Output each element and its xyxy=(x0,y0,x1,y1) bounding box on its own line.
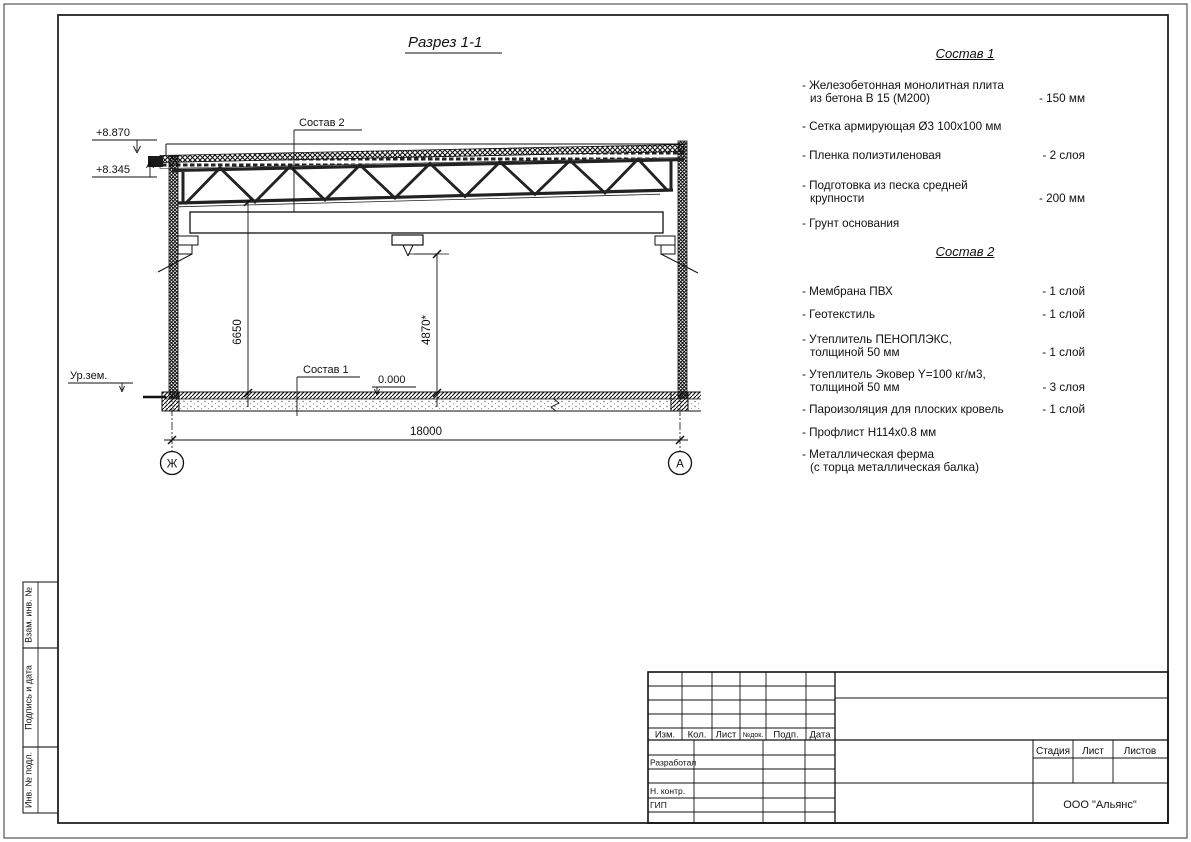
spec2-item-5 xyxy=(802,403,1085,416)
spec1-item-2 xyxy=(802,120,1085,133)
spec-line: толщиной 50 мм xyxy=(810,381,900,394)
spec1-item-4 xyxy=(802,179,1085,205)
axis-left-label: Ж xyxy=(166,458,178,471)
axis-right-label: А xyxy=(676,458,684,471)
dim-4870-label: 4870* xyxy=(421,314,433,346)
spec-line: - Профлист Н114х0.8 мм xyxy=(802,426,937,439)
spec-value: - 200 мм xyxy=(1039,192,1085,205)
spec2-item-2 xyxy=(802,308,1085,321)
spec-value: - 1 слой xyxy=(1042,308,1085,321)
spec-line: (с торца металлическая балка) xyxy=(810,461,980,474)
composition-lists xyxy=(795,0,1087,520)
margin-stamp xyxy=(23,582,58,813)
elevation-top-label: +8.870 xyxy=(96,127,130,139)
company-name: ООО "Альянс" xyxy=(1063,799,1137,811)
spec-line: - Грунт основания xyxy=(802,217,900,230)
spec-line: из бетона В 15 (М200) xyxy=(810,92,931,105)
right-corbel xyxy=(655,236,698,273)
spec-line: - Пленка полиэтиленовая xyxy=(802,149,942,162)
stage-list: Лист xyxy=(1082,746,1104,757)
spec2-title: Состав 2 xyxy=(935,244,995,259)
spec2-item-7 xyxy=(802,448,1085,474)
spec-value: - 150 мм xyxy=(1039,92,1085,105)
spec1-item-3 xyxy=(802,149,1085,162)
spec1-item-5 xyxy=(802,217,1085,230)
col-list: Лист xyxy=(715,729,737,741)
spec-value: - 1 слой xyxy=(1042,403,1085,416)
spec1-item-1 xyxy=(802,79,1085,105)
zero-level-label: 0.000 xyxy=(378,374,406,386)
floor-slab xyxy=(143,392,701,411)
spec-value: - 1 слой xyxy=(1042,346,1085,359)
spec2-item-4 xyxy=(802,368,1085,394)
col-ndok: №док. xyxy=(742,732,764,739)
margin-label-inv: Инв. № подл. xyxy=(23,751,34,809)
dim-span-label: 18000 xyxy=(410,426,442,438)
beam xyxy=(190,212,663,233)
stage-listov: Листов xyxy=(1123,746,1157,757)
spec2-item-1 xyxy=(802,285,1085,298)
margin-label-podpis: Подпись и дата xyxy=(23,665,34,730)
spec2-item-3 xyxy=(802,333,1085,359)
spec-line: - Утеплитель Эковер Y=100 кг/м3, xyxy=(802,368,986,381)
right-foundation xyxy=(671,392,688,411)
spec-line: - Металлическая ферма xyxy=(802,448,935,461)
col-kol: Кол. xyxy=(687,729,707,741)
ground-level-label: Ур.зем. xyxy=(70,370,108,382)
role-nkontr: Н. контр. xyxy=(650,786,686,796)
stage-stadia: Стадия xyxy=(1035,746,1071,757)
spec-value: - 1 слой xyxy=(1042,285,1085,298)
role-razrabotal: Разработал xyxy=(650,757,697,768)
left-wall xyxy=(169,156,178,398)
spec1-title: Состав 1 xyxy=(935,46,995,61)
col-data: Дата xyxy=(809,729,831,741)
spec-line: крупности xyxy=(810,192,865,205)
margin-label-vzam: Взам. инв. № xyxy=(23,587,34,643)
spec-line: - Мембрана ПВХ xyxy=(802,285,893,298)
spec-line: - Железобетонная монолитная плита xyxy=(802,79,1004,92)
spec-line: - Утеплитель ПЕНОПЛЭКС, xyxy=(802,333,953,346)
spec-line: - Подготовка из песка средней xyxy=(802,179,968,192)
hanging-fixture xyxy=(392,235,437,256)
right-wall xyxy=(678,141,687,398)
dim-4870 xyxy=(414,250,449,407)
leader-sostav2-label: Состав 2 xyxy=(299,117,345,129)
section-title-text: Разрез 1-1 xyxy=(408,34,483,51)
spec-line: - Геотекстиль xyxy=(802,308,876,321)
elevation-eaves-label: +8.345 xyxy=(96,164,130,176)
title-block xyxy=(648,672,1168,823)
dim-6650-label: 6650 xyxy=(232,319,244,345)
spec-line: - Сетка армирующая Ø3 100х100 мм xyxy=(802,120,1002,133)
col-izm: Изм. xyxy=(654,729,676,741)
role-gip: ГИП xyxy=(650,800,667,810)
ground-level-mark xyxy=(68,370,133,392)
section-title xyxy=(405,34,502,53)
leader-sostav1-label: Состав 1 xyxy=(303,364,349,376)
spec-value: - 3 слоя xyxy=(1042,381,1085,394)
spec-value: - 2 слоя xyxy=(1042,149,1085,162)
left-foundation xyxy=(162,392,179,411)
elevation-top xyxy=(92,127,157,153)
elevation-eaves xyxy=(92,161,157,177)
spec-line: толщиной 50 мм xyxy=(810,346,900,359)
axis-right xyxy=(669,452,692,475)
building-section xyxy=(143,141,701,411)
spec-line: - Пароизоляция для плоских кровель xyxy=(802,403,1004,416)
axis-left xyxy=(161,452,184,475)
col-podp: Подп. xyxy=(773,729,799,741)
spec2-item-6 xyxy=(802,426,1085,439)
